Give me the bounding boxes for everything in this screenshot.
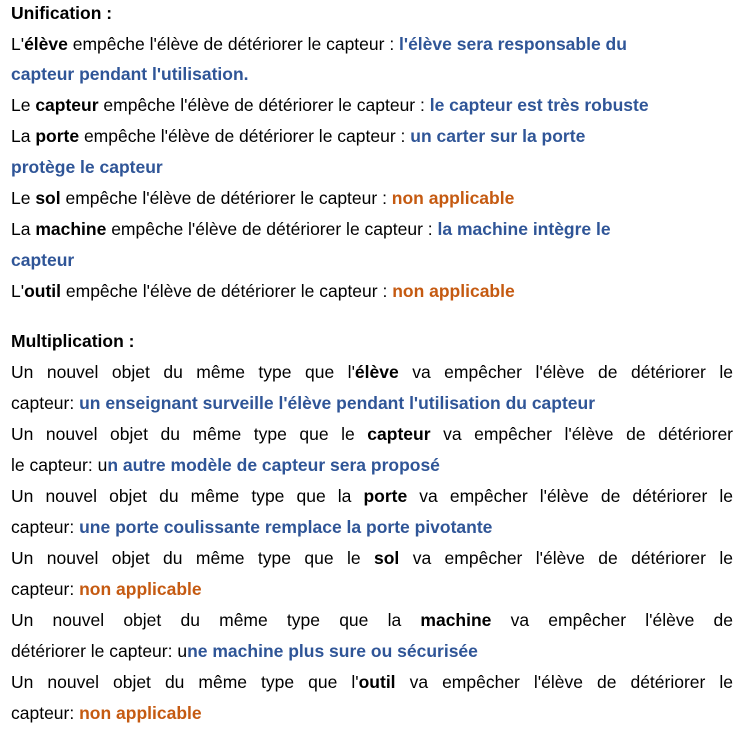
answer-text: un carter sur la porte [410, 126, 586, 146]
unification-item-eleve: L'élève empêche l'élève de détériorer le capteur : l'élève sera responsable du [11, 34, 627, 54]
unification-item-porte-cont [11, 152, 733, 183]
unification-item-porte: La porte empêche l'élève de détériorer le capteur : un carter sur la porte [11, 126, 586, 146]
answer-text: non applicable [79, 703, 202, 723]
multiplication-item-porte: Un nouvel objet du même type que la porte va empêcher l'élève de détériorer le [11, 486, 733, 506]
multiplication-item-sol-cont: capteur: non applicable [11, 579, 202, 599]
multiplication-item-porte-cont: capteur: une porte coulissante remplace la porte pivotante [11, 517, 493, 537]
answer-text: le capteur est très robuste [429, 95, 649, 115]
multiplication-heading: Multiplication : [11, 331, 135, 351]
answer-text: capteur [11, 250, 75, 270]
unification-item-machine: La machine empêche l'élève de détériorer le capteur : la machine intègre le [11, 219, 611, 239]
multiplication-item-outil: Un nouvel objet du même type que l'outil va empêcher l'élève de détériorer le [11, 672, 733, 692]
unification-item-sol: Le sol empêche l'élève de détériorer le capteur : non applicable [11, 188, 515, 208]
answer-text: ne machine plus sure ou sécurisée [187, 641, 478, 661]
multiplication-item-capteur: Un nouvel objet du même type que le capteur va empêcher l'élève de détériorer [11, 424, 733, 444]
answer-text: capteur pendant l'utilisation. [11, 64, 249, 84]
answer-text: n autre modèle de capteur sera proposé [107, 455, 440, 475]
unification-item-outil: L'outil empêche l'élève de détériorer le capteur : non applicable [11, 281, 515, 301]
multiplication-item-eleve-cont: capteur: un enseignant surveille l'élève pendant l'utilisation du capteur [11, 393, 596, 413]
unification-item-machine-cont [11, 245, 733, 276]
answer-text: protège le capteur [11, 157, 163, 177]
multiplication-item-sol: Un nouvel objet du même type que le sol va empêcher l'élève de détériorer le [11, 548, 733, 568]
multiplication-item-machine-cont: détériorer le capteur: une machine plus sure ou sécurisée [11, 641, 478, 661]
answer-text: un enseignant surveille l'élève pendant l'utilisation du capteur [79, 393, 596, 413]
answer-text: une porte coulissante remplace la porte pivotante [79, 517, 493, 537]
unification-heading: Unification : [11, 3, 113, 23]
multiplication-item-eleve: Un nouvel objet du même type que l'élève va empêcher l'élève de détériorer le [11, 362, 733, 382]
answer-text: non applicable [392, 281, 515, 301]
answer-text: la machine intègre le [437, 219, 611, 239]
answer-text: non applicable [79, 579, 202, 599]
answer-text: l'élève sera responsable du [399, 34, 627, 54]
multiplication-item-machine: Un nouvel objet du même type que la machine va empêcher l'élève de [11, 610, 733, 630]
multiplication-item-capteur-cont: le capteur: un autre modèle de capteur sera proposé [11, 455, 440, 475]
multiplication-item-outil-cont: capteur: non applicable [11, 703, 202, 723]
unification-item-eleve-cont [11, 59, 733, 90]
unification-item-capteur: Le capteur empêche l'élève de détériorer le capteur : le capteur est très robuste [11, 95, 649, 115]
answer-text: non applicable [391, 188, 515, 208]
